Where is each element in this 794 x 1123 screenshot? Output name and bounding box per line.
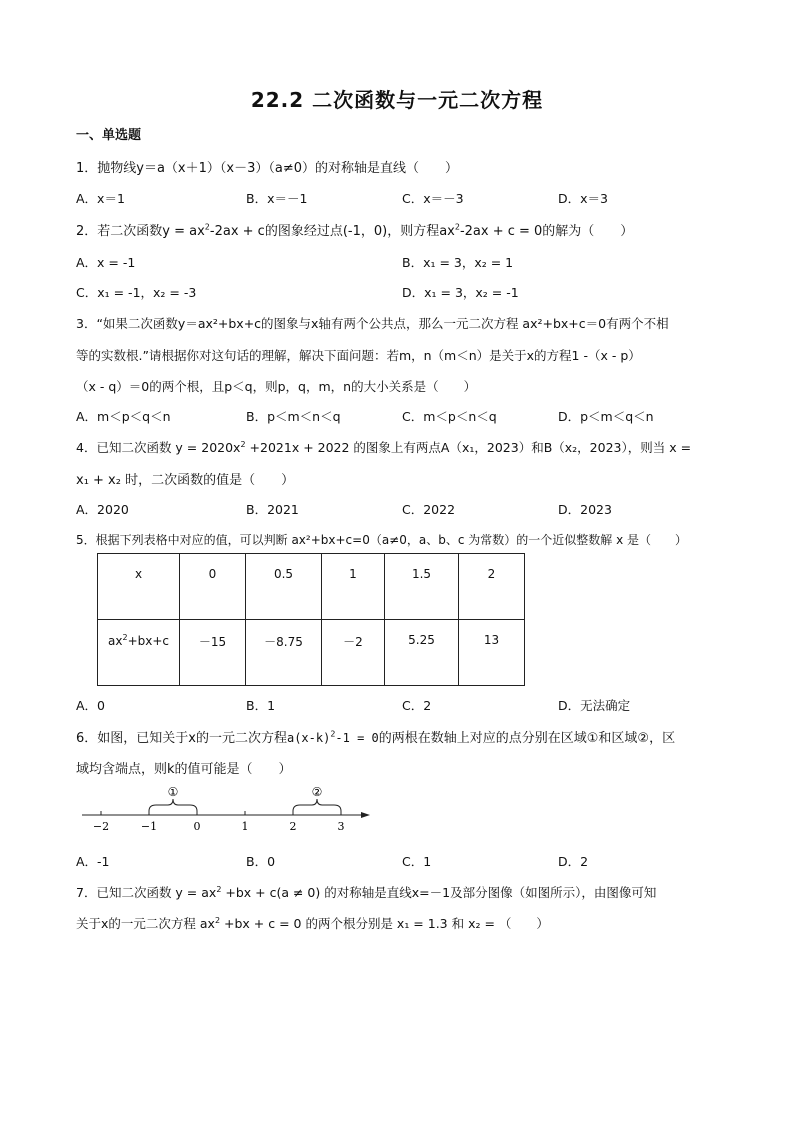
tick-label: 2 bbox=[289, 820, 297, 833]
q4-option-c[interactable]: C．2022 bbox=[402, 502, 456, 517]
q6-line-1-part-a: 6．如图，已知关于x的一元二次方程 bbox=[76, 731, 287, 746]
table-row-x bbox=[98, 554, 525, 620]
table-row-label bbox=[98, 620, 180, 686]
q4-option-d[interactable]: D．2023 bbox=[558, 502, 612, 517]
q1-option-b[interactable]: B．x＝－1 bbox=[246, 191, 308, 206]
tick-label: 1 bbox=[241, 820, 249, 833]
page-title: 22.2 二次函数与一元二次方程 bbox=[250, 88, 544, 112]
table-row-value bbox=[98, 620, 525, 686]
q4-line-1-part-b: +2021x + 2022 的图象上有两点A（x₁，2023）和B（x₂，2023），则当 x = bbox=[245, 440, 692, 455]
question-3-line-2: 等的实数根.”请根据你对这句话的理解，解决下面问题：若m，n（m＜n）是关于x的方程1 -（x - p） bbox=[76, 348, 641, 363]
table-cell: x bbox=[98, 554, 180, 620]
q5-option-c[interactable]: C．2 bbox=[402, 698, 432, 713]
table-cell: 0 bbox=[180, 554, 246, 620]
q2-sup-b: 2 bbox=[454, 222, 460, 232]
tick-label: 3 bbox=[337, 820, 345, 833]
q7-line-2-part-b: +bx + c = 0 的两个根分别是 x₁ = 1.3 和 x₂ = （ ） bbox=[220, 916, 549, 931]
q6-formula-b: -1 = 0 bbox=[335, 731, 379, 745]
q2-stem-part-c: -2ax + c = 0的解为（ ） bbox=[459, 224, 634, 239]
q5-option-d[interactable]: D．无法确定 bbox=[558, 698, 631, 713]
tick-label: −1 bbox=[140, 820, 158, 833]
q6-formula-sup: 2 bbox=[330, 729, 336, 739]
q4-option-b[interactable]: B．2021 bbox=[246, 502, 299, 517]
axis-arrow-icon bbox=[361, 812, 370, 818]
question-6-line-1 bbox=[76, 727, 675, 746]
question-6-line-2: 域均含端点，则k的值可能是（ ） bbox=[76, 762, 292, 777]
table-cell: －2 bbox=[322, 620, 385, 686]
question-1-stem: 1．抛物线y＝a（x＋1）（x－3）（a≠0）的对称轴是直线（ ） bbox=[76, 161, 458, 176]
table-cell: －15 bbox=[180, 620, 246, 686]
number-line-figure bbox=[76, 784, 376, 834]
q3-option-c[interactable]: C．m＜p＜n＜q bbox=[402, 409, 497, 424]
q3-option-d[interactable]: D．p＜m＜q＜n bbox=[558, 409, 654, 424]
q5-option-a[interactable]: A．0 bbox=[76, 698, 106, 713]
table-cell: 2 bbox=[459, 554, 525, 620]
section-heading: 一、单选题 bbox=[76, 128, 142, 143]
region-1-label: ① bbox=[167, 785, 179, 799]
table-cell: 13 bbox=[459, 620, 525, 686]
question-4-line-1 bbox=[76, 438, 691, 456]
q7-line-1-part-b: +bx + c(a ≠ 0) 的对称轴是直线x=－1及部分图像（如图所示），由图像可知 bbox=[221, 885, 657, 900]
q5-option-b[interactable]: B．1 bbox=[246, 698, 276, 713]
q7-line-1-part-a: 7．已知二次函数 y = ax bbox=[76, 885, 217, 900]
q7-sup-a: 2 bbox=[216, 884, 222, 894]
question-7-line-2 bbox=[76, 914, 549, 932]
values-table bbox=[97, 553, 525, 686]
region-2-brace bbox=[293, 799, 341, 811]
q2-option-b[interactable]: B．x₁ = 3，x₂ = 1 bbox=[402, 255, 514, 270]
q3-option-a[interactable]: A．m＜p＜q＜n bbox=[76, 409, 171, 424]
table-cell: 0.5 bbox=[246, 554, 322, 620]
q6-option-b[interactable]: B．0 bbox=[246, 854, 276, 869]
q3-option-b[interactable]: B．p＜m＜n＜q bbox=[246, 409, 341, 424]
q6-option-c[interactable]: C．1 bbox=[402, 854, 432, 869]
q6-option-d[interactable]: D．2 bbox=[558, 854, 589, 869]
q4-option-a[interactable]: A．2020 bbox=[76, 502, 129, 517]
q1-option-c[interactable]: C．x＝－3 bbox=[402, 191, 464, 206]
q2-stem-part-a: 2．若二次函数y = ax bbox=[76, 224, 205, 239]
q7-sup-b: 2 bbox=[214, 915, 221, 925]
q1-option-a[interactable]: A．x＝1 bbox=[76, 191, 125, 206]
question-5-stem: 5．根据下列表格中对应的值，可以判断 ax²+bx+c=0（a≠0，a、b、c 为常数）的一个近似整数解 x 是（ ） bbox=[76, 533, 687, 547]
row-label-sup: 2 bbox=[122, 633, 128, 642]
region-2-label: ② bbox=[311, 785, 323, 799]
q2-option-c[interactable]: C．x₁ = -1，x₂ = -3 bbox=[76, 285, 197, 300]
table-cell: 5.25 bbox=[385, 620, 459, 686]
question-2-stem bbox=[76, 220, 633, 239]
table-cell: －8.75 bbox=[246, 620, 322, 686]
tick-label: 0 bbox=[193, 820, 201, 833]
q2-stem-part-b: -2ax + c的图象经过点(-1，0)，则方程ax bbox=[209, 224, 455, 239]
table-cell: 1 bbox=[322, 554, 385, 620]
q4-line-1-part-a: 4．已知二次函数 y = 2020x bbox=[76, 440, 241, 455]
question-3-line-3: （x - q）＝0的两个根，且p＜q，则p，q，m，n的大小关系是（ ） bbox=[76, 379, 477, 394]
row-label-part-a: ax bbox=[108, 634, 123, 648]
q2-option-d[interactable]: D．x₁ = 3，x₂ = -1 bbox=[402, 285, 519, 300]
q2-option-a[interactable]: A．x = -1 bbox=[76, 255, 136, 270]
q1-option-d[interactable]: D．x＝3 bbox=[558, 191, 608, 206]
q4-sup: 2 bbox=[240, 439, 246, 449]
tick-label: −2 bbox=[92, 820, 110, 833]
q6-formula-a: a(x-k) bbox=[286, 731, 331, 745]
table-cell: 1.5 bbox=[385, 554, 459, 620]
q7-line-2-part-a: 关于x的一元二次方程 ax bbox=[76, 916, 215, 931]
q6-option-a[interactable]: A．-1 bbox=[76, 854, 110, 869]
question-3-line-1: 3．“如果二次函数y＝ax²+bx+c的图象与x轴有两个公共点，那么一元二次方程 ax²+bx+c＝0有两个不相 bbox=[76, 316, 669, 331]
question-4-line-2: x₁ + x₂ 时，二次函数的值是（ ） bbox=[76, 473, 295, 488]
q2-sup-a: 2 bbox=[204, 222, 210, 232]
region-1-brace bbox=[149, 799, 197, 811]
q6-line-1-part-b: 的两根在数轴上对应的点分别在区域①和区域②，区 bbox=[378, 731, 676, 746]
row-label-part-b: +bx+c bbox=[127, 634, 169, 648]
question-7-line-1 bbox=[76, 883, 656, 901]
